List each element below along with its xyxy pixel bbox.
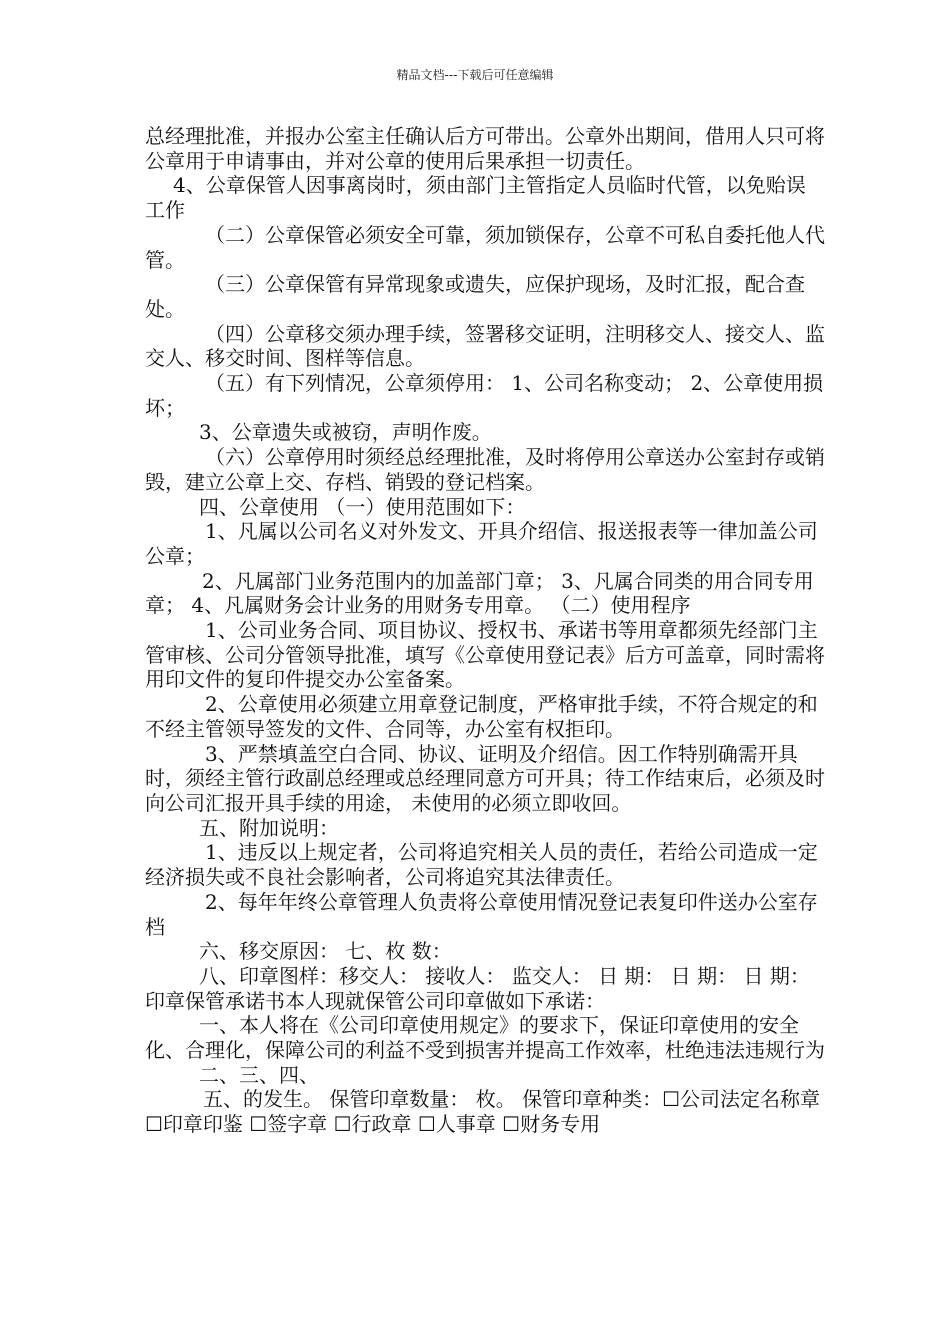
paragraph: 1、凡属以公司名义对外发文、开具介绍信、报送报表等一律加盖公司公章； bbox=[145, 519, 818, 568]
paragraph: （五）有下列情况，公章须停用： 1、公司名称变动； 2、公章使用损坏； bbox=[145, 371, 824, 420]
paragraph: 1、公司业务合同、项目协议、授权书、承诺书等用章都须先经部门主管审核、公司分管领导批准，填写《公章使用登记表》后方可盖章，同时需将用印文件的复印件提交办公室备案。 bbox=[145, 618, 825, 692]
page-header: 精品文档---下载后可任意编辑 bbox=[396, 68, 554, 82]
paragraph: （三）公章保管有异常现象或遗失，应保护现场，及时汇报，配合查处。 bbox=[145, 272, 805, 321]
paragraph: （四）公章移交须办理手续，签署移交证明，注明移交人、接交人、监交人、移交时间、图样等信息。 bbox=[145, 321, 825, 371]
paragraph: 3、公章遗失或被窃，声明作废。 bbox=[199, 420, 492, 445]
paragraph: 五、的发生。 保管印章数量： 枚。 保管印章种类：☐公司法定名称章 ☐印章印鉴 ☐签字章 ☐行政章 ☐人事章 ☐财务专用 bbox=[145, 1087, 827, 1137]
paragraph: 2、公章使用必须建立用章登记制度，严格审批手续，不符合规定的和不经主管领导签发的文件、合同等，办公室有权拒印。 bbox=[145, 692, 818, 741]
document-body bbox=[145, 124, 825, 1137]
paragraph: 1、违反以上规定者，公司将追究相关人员的责任，若给公司造成一定经济损失或不良社会影响者，公司将追究其法律责任。 bbox=[145, 840, 818, 890]
paragraph: 五、附加说明： bbox=[199, 815, 339, 840]
paragraph: 四、公章使用 （一）使用范围如下： bbox=[199, 494, 526, 519]
paragraph: 2、每年年终公章管理人负责将公章使用情况登记表复印件送办公室存档 bbox=[145, 889, 818, 939]
paragraph: 六、移交原因： 七、枚 数： bbox=[199, 939, 452, 964]
paragraph: 一、本人将在《公司印章使用规定》的要求下，保证印章使用的安全化、合理化，保障公司的利益不受到损害并提高工作效率，杜绝违法违规行为 bbox=[145, 1013, 825, 1063]
paragraph: （二）公章保管必须安全可靠，须加锁保存，公章不可私自委托他人代管。 bbox=[145, 222, 825, 272]
paragraph: 总经理批准，并报办公室主任确认后方可带出。公章外出期间，借用人只可将公章用于申请事由，并对公章的使用后果承担一切责任。 bbox=[145, 124, 825, 173]
paragraph: 3、严禁填盖空白合同、协议、证明及介绍信。因工作特别确需开具时，须经主管行政副总经理或总经理同意方可开具；待工作结束后，必须及时向公司汇报开具手续的用途， 未使用的必须立即收回。 bbox=[145, 741, 825, 815]
paragraph: 八、印章图样：移交人： 接收人： 监交人： 日 期： 日 期： 日 期：印章保管承诺书本人现就保管公司印章做如下承诺： bbox=[145, 963, 810, 1013]
paragraph: 4、公章保管人因事离岗时，须由部门主管指定人员临时代管，以免贻误工作 bbox=[145, 173, 806, 223]
paragraph: 二、三、四、 bbox=[199, 1062, 319, 1087]
paragraph: （六）公章停用时须经总经理批准，及时将停用公章送办公室封存或销毁，建立公章上交、存档、销毁的登记档案。 bbox=[145, 445, 825, 494]
paragraph: 2、凡属部门业务范围内的加盖部门章； 3、凡属合同类的用合同专用章； 4、凡属财务会计业务的用财务专用章。 （二）使用程序 bbox=[145, 568, 814, 618]
